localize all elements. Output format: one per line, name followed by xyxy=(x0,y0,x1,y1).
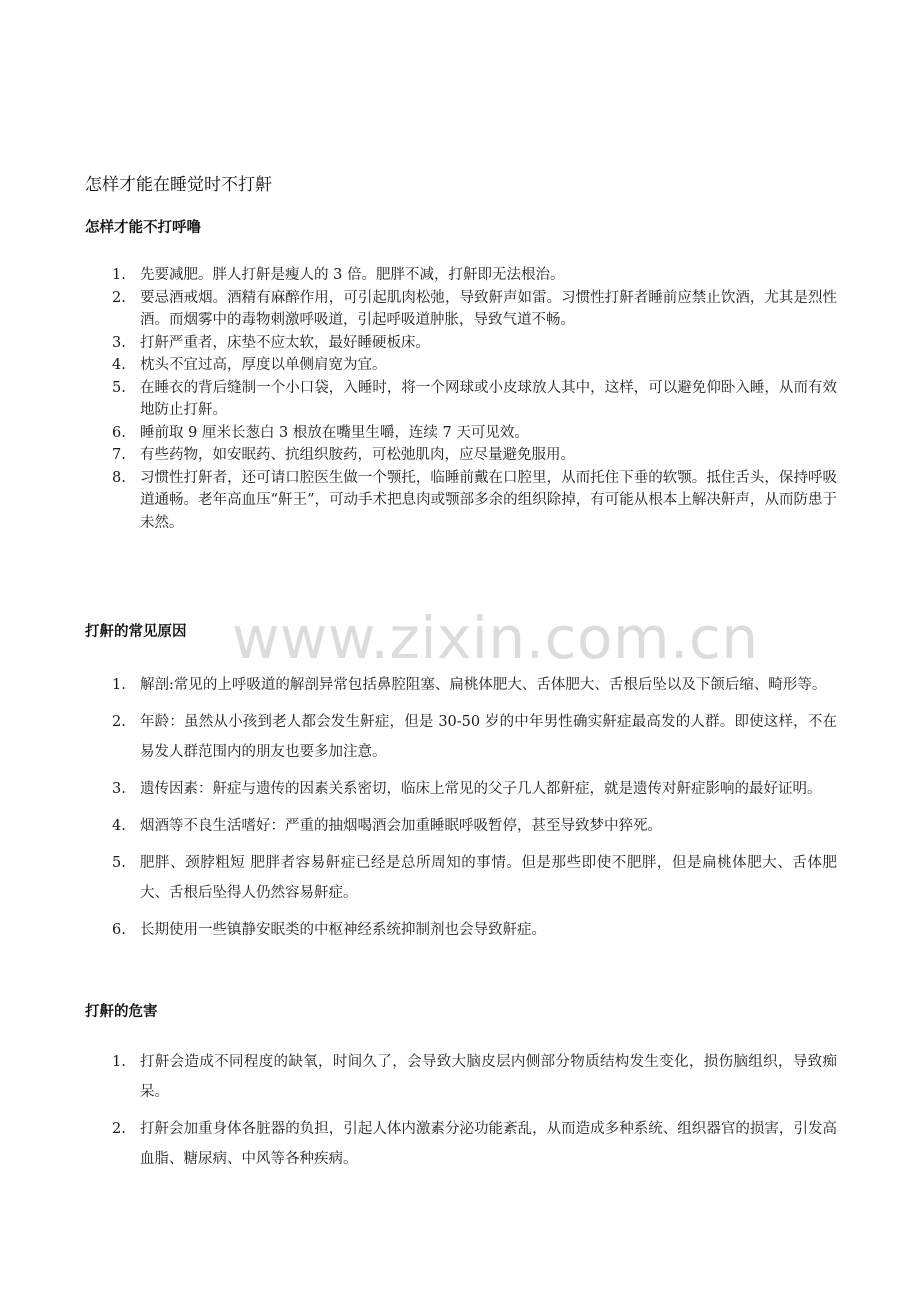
list-item-number: 2. xyxy=(112,1121,126,1137)
list-item-text: 遗传因素：鼾症与遗传的因素关系密切，临床上常见的父子几人都鼾症，就是遗传对鼾症影响的最好证明。 xyxy=(140,781,822,797)
list-item-text: 睡前取 9 厘米长葱白 3 根放在嘴里生嚼，连续 7 天可见效。 xyxy=(140,424,529,441)
list-item-number: 1. xyxy=(112,677,126,693)
list-item xyxy=(0,354,920,377)
list-item xyxy=(0,848,920,908)
list-item-text: 肥胖、颈脖粗短 肥胖者容易鼾症已经是总所周知的事情。但是那些即使不肥胖，但是扁桃体肥大、舌体肥大、舌根后坠得人仍然容易鼾症。 xyxy=(140,855,837,901)
list-item-text: 打鼾会加重身体各脏器的负担，引起人体内激素分泌功能紊乱，从而造成多种系统、组织器官的损害，引发高血脂、糖尿病、中风等各种疾病。 xyxy=(140,1121,837,1167)
list-item-number: 7. xyxy=(112,447,126,463)
list-item-number: 1. xyxy=(112,267,126,283)
watermark: www.zixin.com.cn xyxy=(232,604,759,672)
list-item-number: 1. xyxy=(112,1054,126,1070)
list-item-number: 6. xyxy=(112,922,126,938)
section-heading-prevention: 怎样才能不打呼噜 xyxy=(85,220,201,236)
list-item-number: 2. xyxy=(112,289,126,306)
list-item-text: 习惯性打鼾者，还可请口腔医生做一个颚托，临睡前戴在口腔里，从而托住下垂的软颚。抵住舌头，保持呼吸道通畅。老年高血压“鼾王”，可动手术把息肉或颚部多余的组织除掉，有可能从根本上解决鼾声，从而防患于未然。 xyxy=(140,469,837,531)
list-item xyxy=(0,1114,920,1174)
list-item xyxy=(0,332,920,355)
list-item xyxy=(0,1047,920,1107)
list-item-text: 枕头不宜过高，厚度以单侧肩宽为宜。 xyxy=(140,357,387,373)
list-item-number: 2. xyxy=(112,714,126,730)
list-item xyxy=(0,287,920,332)
list-item xyxy=(0,915,920,945)
page-title: 怎样才能在睡觉时不打鼾 xyxy=(85,175,272,195)
list-item xyxy=(0,811,920,841)
list-item-text: 年龄：虽然从小孩到老人都会发生鼾症，但是 30-50 岁的中年男性确实鼾症最高发的人群。即使这样，不在易发人群范围内的朋友也要多加注意。 xyxy=(140,714,837,760)
section-heading-causes: 打鼾的常见原因 xyxy=(85,624,187,640)
list-item-number: 6. xyxy=(112,424,126,441)
list-item xyxy=(0,774,920,804)
list-item-text: 烟酒等不良生活嗜好：严重的抽烟喝酒会加重睡眠呼吸暂停，甚至导致梦中猝死。 xyxy=(140,818,662,834)
causes-list xyxy=(0,670,920,952)
list-item xyxy=(0,467,920,535)
section-heading-harms: 打鼾的危害 xyxy=(85,1004,158,1020)
list-item-text: 要忌酒戒烟。酒精有麻醉作用，可引起肌肉松弛，导致鼾声如雷。习惯性打鼾者睡前应禁止饮酒，尤其是烈性酒。而烟雾中的毒物刺激呼吸道，引起呼吸道肿胀，导致气道不畅。 xyxy=(140,289,837,328)
list-item-text: 有些药物，如安眠药、抗组织胺药，可松弛肌肉，应尽量避免服用。 xyxy=(140,447,575,463)
list-item-text: 解剖:常见的上呼吸道的解剖异常包括鼻腔阻塞、扁桃体肥大、舌体肥大、舌根后坠以及下颌后缩、畸形等。 xyxy=(140,677,827,693)
list-item-text: 先要减肥。胖人打鼾是瘦人的 3 倍。肥胖不减，打鼾即无法根治。 xyxy=(140,267,565,283)
list-item-number: 8. xyxy=(112,469,126,486)
list-item-text: 打鼾会造成不同程度的缺氧，时间久了，会导致大脑皮层内侧部分物质结构发生变化，损伤脑组织，导致痴呆。 xyxy=(140,1054,837,1100)
list-item xyxy=(0,422,920,445)
list-item xyxy=(0,444,920,467)
list-item-number: 4. xyxy=(112,818,126,834)
list-item-number: 3. xyxy=(112,334,126,351)
list-item-text: 打鼾严重者，床垫不应太软，最好睡硬板床。 xyxy=(140,334,430,351)
list-item-number: 3. xyxy=(112,781,126,797)
prevention-list xyxy=(0,264,920,534)
list-item-number: 5. xyxy=(112,379,126,396)
harms-list xyxy=(0,1047,920,1181)
list-item xyxy=(0,377,920,422)
list-item-text: 长期使用一些镇静安眠类的中枢神经系统抑制剂也会导致鼾症。 xyxy=(140,922,546,938)
list-item-number: 5. xyxy=(112,855,126,871)
list-item xyxy=(0,707,920,767)
list-item-text: 在睡衣的背后缝制一个小口袋，入睡时，将一个网球或小皮球放人其中，这样，可以避免仰卧入睡，从而有效地防止打鼾。 xyxy=(140,379,837,418)
list-item xyxy=(0,670,920,700)
list-item xyxy=(0,264,920,287)
list-item-number: 4. xyxy=(112,357,126,373)
